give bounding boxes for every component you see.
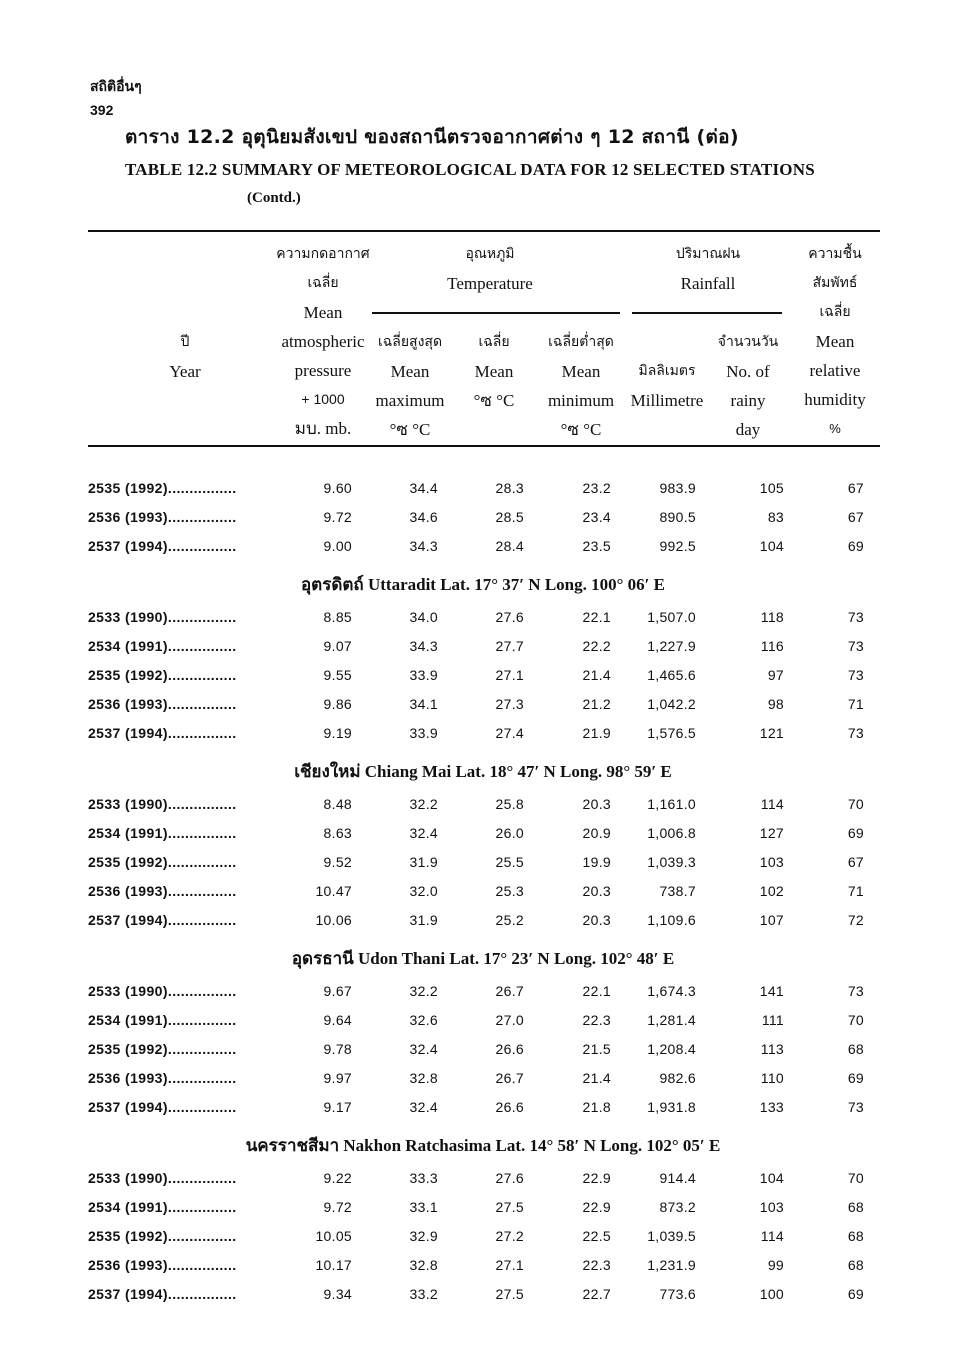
- cell-mean: 26.0: [495, 825, 524, 841]
- cell-mean-max: 32.2: [409, 983, 438, 999]
- table-row: [0, 1006, 966, 1035]
- cell-rainfall: 1,109.6: [647, 912, 696, 928]
- cell-rainy-days: 114: [760, 1228, 784, 1244]
- cell-mean-min: 21.4: [582, 667, 611, 683]
- cell-humidity: 67: [847, 854, 864, 870]
- cell-rainy-days: 98: [767, 696, 784, 712]
- cell-mean: 26.6: [495, 1099, 524, 1115]
- cell-pressure: 9.72: [323, 1199, 352, 1215]
- cell-rainfall: 1,281.4: [647, 1012, 696, 1028]
- table-row: [0, 1251, 966, 1280]
- cell-pressure: 9.86: [323, 696, 352, 712]
- cell-rainy-days: 99: [767, 1257, 784, 1273]
- cell-pressure: 8.85: [323, 609, 352, 625]
- table-row: [0, 719, 966, 748]
- cell-mean-max: 33.2: [409, 1286, 438, 1302]
- cell-mean-max: 34.0: [409, 609, 438, 625]
- cell-humidity: 69: [847, 825, 864, 841]
- cell-mean-min: 22.3: [582, 1257, 611, 1273]
- cell-mean-min: 23.2: [582, 480, 611, 496]
- cell-mean-min: 22.3: [582, 1012, 611, 1028]
- cell-pressure: 9.55: [323, 667, 352, 683]
- cell-rainy-days: 103: [759, 1199, 784, 1215]
- cell-pressure: 8.63: [323, 825, 352, 841]
- cell-rainfall: 1,465.6: [647, 667, 696, 683]
- cell-mean: 26.7: [495, 1070, 524, 1086]
- cell-rainfall: 1,006.8: [647, 825, 696, 841]
- cell-humidity: 69: [847, 1070, 864, 1086]
- cell-pressure: 9.72: [323, 509, 352, 525]
- cell-mean: 25.2: [495, 912, 524, 928]
- page-header: [90, 74, 142, 122]
- cell-mean: 27.4: [495, 725, 524, 741]
- cell-rainfall: 890.5: [659, 509, 696, 525]
- cell-year: 2535 (1992)................: [88, 854, 237, 870]
- cell-mean-max: 32.0: [409, 883, 438, 899]
- cell-rainy-days: 97: [767, 667, 784, 683]
- cell-rainy-days: 105: [759, 480, 784, 496]
- cell-mean-max: 32.2: [409, 796, 438, 812]
- cell-mean-min: 21.8: [582, 1099, 611, 1115]
- cell-pressure: 9.17: [323, 1099, 352, 1115]
- cell-pressure: 10.06: [315, 912, 352, 928]
- cell-humidity: 68: [847, 1257, 864, 1273]
- section-label: สถิติอื่นๆ: [90, 78, 142, 94]
- cell-humidity: 67: [847, 480, 864, 496]
- cell-mean-max: 32.8: [409, 1070, 438, 1086]
- cell-mean: 27.0: [495, 1012, 524, 1028]
- cell-humidity: 71: [847, 883, 864, 899]
- cell-year: 2535 (1992)................: [88, 667, 237, 683]
- cell-year: 2537 (1994)................: [88, 1286, 237, 1302]
- cell-mean: 27.1: [495, 1257, 524, 1273]
- cell-humidity: 70: [847, 1170, 864, 1186]
- cell-mean-max: 34.6: [409, 509, 438, 525]
- cell-rainy-days: 104: [759, 538, 784, 554]
- cell-mean-min: 22.2: [582, 638, 611, 654]
- cell-rainfall: 992.5: [659, 538, 696, 554]
- cell-mean-max: 34.3: [409, 538, 438, 554]
- cell-rainy-days: 107: [759, 912, 784, 928]
- cell-mean-max: 32.4: [409, 1099, 438, 1115]
- cell-rainfall: 914.4: [659, 1170, 696, 1186]
- cell-pressure: 9.78: [323, 1041, 352, 1057]
- cell-pressure: 9.07: [323, 638, 352, 654]
- cell-pressure: 9.34: [323, 1286, 352, 1302]
- cell-humidity: 73: [847, 725, 864, 741]
- cell-year: 2536 (1993)................: [88, 1070, 237, 1086]
- table-row: [0, 503, 966, 532]
- cell-year: 2537 (1994)................: [88, 912, 237, 928]
- cell-rainy-days: 141: [759, 983, 784, 999]
- cell-rainfall: 1,576.5: [647, 725, 696, 741]
- cell-year: 2537 (1994)................: [88, 725, 237, 741]
- cell-humidity: 72: [847, 912, 864, 928]
- table-row: [0, 1035, 966, 1064]
- page-number: 392: [90, 102, 114, 118]
- cell-mean-max: 34.4: [409, 480, 438, 496]
- cell-mean-min: 22.5: [582, 1228, 611, 1244]
- cell-humidity: 69: [847, 1286, 864, 1302]
- cell-rainfall: 738.7: [659, 883, 696, 899]
- cell-rainy-days: 104: [759, 1170, 784, 1186]
- table-row: [0, 1164, 966, 1193]
- station-heading: อุดรธานี Udon Thani Lat. 17° 23′ N Long. 102° 48′ E: [291, 949, 675, 968]
- cell-mean: 27.1: [495, 667, 524, 683]
- cell-humidity: 73: [847, 609, 864, 625]
- cell-mean-max: 34.1: [409, 696, 438, 712]
- header-year: ปี Year: [169, 334, 201, 381]
- cell-mean-max: 33.1: [409, 1199, 438, 1215]
- cell-pressure: 9.67: [323, 983, 352, 999]
- cell-pressure: 9.97: [323, 1070, 352, 1086]
- cell-rainy-days: 133: [759, 1099, 784, 1115]
- cell-mean-min: 23.4: [582, 509, 611, 525]
- cell-mean: 27.6: [495, 609, 524, 625]
- cell-mean-max: 33.3: [409, 1170, 438, 1186]
- header-pressure: ความกดอากาศ เฉลี่ย Mean atmospheric pressure + 1000 มบ. mb.: [276, 246, 370, 438]
- cell-year: 2536 (1993)................: [88, 509, 237, 525]
- table-top-rule: [88, 230, 880, 232]
- cell-year: 2535 (1992)................: [88, 480, 237, 496]
- cell-mean-max: 31.9: [409, 912, 438, 928]
- rainfall-rule: [632, 312, 782, 314]
- cell-mean-min: 21.2: [582, 696, 611, 712]
- cell-rainfall: 873.2: [659, 1199, 696, 1215]
- table-row: [0, 819, 966, 848]
- cell-pressure: 9.60: [323, 480, 352, 496]
- cell-year: 2533 (1990)................: [88, 1170, 237, 1186]
- table-row: [0, 1193, 966, 1222]
- cell-mean-min: 19.9: [582, 854, 611, 870]
- table-row: [0, 661, 966, 690]
- cell-mean-max: 32.6: [409, 1012, 438, 1028]
- header-mean-maximum: เฉลี่ยสูงสุด Mean maximum °ซ °C: [375, 334, 445, 439]
- cell-mean: 28.5: [495, 509, 524, 525]
- cell-mean: 25.3: [495, 883, 524, 899]
- cell-rainfall: 1,931.8: [647, 1099, 696, 1115]
- cell-year: 2536 (1993)................: [88, 1257, 237, 1273]
- cell-humidity: 68: [847, 1041, 864, 1057]
- cell-mean-min: 20.3: [582, 883, 611, 899]
- cell-rainfall: 1,039.3: [647, 854, 696, 870]
- cell-rainy-days: 83: [767, 509, 784, 525]
- cell-humidity: 70: [847, 1012, 864, 1028]
- cell-year: 2534 (1991)................: [88, 1199, 237, 1215]
- table-row: [0, 1222, 966, 1251]
- cell-mean-max: 34.3: [409, 638, 438, 654]
- header-humidity: ความชื้น สัมพัทธ์ เฉลี่ย Mean relative humidity %: [804, 246, 866, 436]
- cell-mean: 26.6: [495, 1041, 524, 1057]
- table-row: [0, 1064, 966, 1093]
- cell-mean-max: 31.9: [409, 854, 438, 870]
- temperature-rule: [372, 312, 620, 314]
- cell-rainy-days: 100: [759, 1286, 784, 1302]
- cell-year: 2534 (1991)................: [88, 825, 237, 841]
- cell-rainy-days: 102: [759, 883, 784, 899]
- cell-pressure: 10.47: [315, 883, 352, 899]
- cell-mean: 28.4: [495, 538, 524, 554]
- table-row: [0, 906, 966, 935]
- cell-rainy-days: 113: [760, 1041, 784, 1057]
- cell-year: 2536 (1993)................: [88, 883, 237, 899]
- cell-humidity: 73: [847, 1099, 864, 1115]
- table-row: [0, 632, 966, 661]
- cell-humidity: 68: [847, 1199, 864, 1215]
- cell-rainfall: 983.9: [659, 480, 696, 496]
- cell-rainfall: 1,231.9: [647, 1257, 696, 1273]
- cell-humidity: 71: [847, 696, 864, 712]
- table-row: [0, 532, 966, 561]
- table-title-contd: (Contd.): [247, 190, 301, 206]
- cell-mean-min: 23.5: [582, 538, 611, 554]
- cell-pressure: 9.52: [323, 854, 352, 870]
- station-heading: เชียงใหม่ Chiang Mai Lat. 18° 47′ N Long. 98° 59′ E: [294, 762, 672, 781]
- cell-mean-max: 32.4: [409, 825, 438, 841]
- table-row: [0, 877, 966, 906]
- cell-humidity: 73: [847, 983, 864, 999]
- cell-mean: 27.5: [495, 1286, 524, 1302]
- cell-year: 2533 (1990)................: [88, 609, 237, 625]
- cell-mean-max: 32.9: [409, 1228, 438, 1244]
- cell-rainfall: 1,507.0: [647, 609, 696, 625]
- station-heading: นครราชสีมา Nakhon Ratchasima Lat. 14° 58′ N Long. 102° 05′ E: [245, 1136, 721, 1155]
- cell-mean-min: 20.3: [582, 796, 611, 812]
- cell-mean-min: 20.9: [582, 825, 611, 841]
- cell-mean-max: 32.4: [409, 1041, 438, 1057]
- cell-year: 2534 (1991)................: [88, 1012, 237, 1028]
- cell-rainy-days: 103: [759, 854, 784, 870]
- cell-year: 2537 (1994)................: [88, 538, 237, 554]
- cell-rainfall: 1,674.3: [647, 983, 696, 999]
- cell-mean: 27.6: [495, 1170, 524, 1186]
- cell-pressure: 9.64: [323, 1012, 352, 1028]
- cell-mean-min: 21.9: [582, 725, 611, 741]
- cell-mean-min: 22.7: [582, 1286, 611, 1302]
- cell-mean: 25.8: [495, 796, 524, 812]
- cell-rainfall: 1,042.2: [647, 696, 696, 712]
- cell-mean-max: 32.8: [409, 1257, 438, 1273]
- cell-mean: 27.7: [495, 638, 524, 654]
- cell-pressure: 9.22: [323, 1170, 352, 1186]
- cell-rainy-days: 127: [759, 825, 784, 841]
- cell-humidity: 67: [847, 509, 864, 525]
- cell-year: 2534 (1991)................: [88, 638, 237, 654]
- cell-mean-min: 22.9: [582, 1199, 611, 1215]
- cell-rainy-days: 110: [760, 1070, 784, 1086]
- table-row: [0, 977, 966, 1006]
- cell-rainfall: 982.6: [659, 1070, 696, 1086]
- cell-mean-min: 22.1: [582, 983, 611, 999]
- cell-pressure: 9.19: [323, 725, 352, 741]
- table-row: [0, 690, 966, 719]
- header-rainy-days: จำนวนวัน No. of rainy day: [717, 334, 779, 439]
- header-rainfall: ปริมาณฝน Rainfall: [675, 246, 741, 293]
- cell-year: 2535 (1992)................: [88, 1041, 237, 1057]
- cell-mean-min: 21.5: [582, 1041, 611, 1057]
- cell-year: 2533 (1990)................: [88, 983, 237, 999]
- cell-mean: 27.3: [495, 696, 524, 712]
- cell-rainy-days: 118: [760, 609, 784, 625]
- table-row: [0, 474, 966, 503]
- cell-mean: 26.7: [495, 983, 524, 999]
- cell-humidity: 73: [847, 638, 864, 654]
- cell-mean-max: 33.9: [409, 725, 438, 741]
- cell-humidity: 69: [847, 538, 864, 554]
- cell-mean-min: 21.4: [582, 1070, 611, 1086]
- cell-mean: 27.5: [495, 1199, 524, 1215]
- cell-mean-min: 22.1: [582, 609, 611, 625]
- cell-mean-max: 33.9: [409, 667, 438, 683]
- header-mean: เฉลี่ย Mean °ซ °C: [473, 334, 515, 410]
- table-title-english: TABLE 12.2 SUMMARY OF METEOROLOGICAL DATA FOR 12 SELECTED STATIONS: [125, 160, 815, 179]
- cell-rainfall: 1,208.4: [647, 1041, 696, 1057]
- table-title-thai: ตาราง 12.2 อุตุนิยมสังเขป ของสถานีตรวจอากาศต่าง ๆ 12 สถานี (ต่อ): [125, 126, 739, 148]
- cell-humidity: 73: [847, 667, 864, 683]
- cell-humidity: 70: [847, 796, 864, 812]
- cell-mean-min: 22.9: [582, 1170, 611, 1186]
- table-row: [0, 603, 966, 632]
- cell-mean: 27.2: [495, 1228, 524, 1244]
- cell-rainfall: 773.6: [659, 1286, 696, 1302]
- table-row: [0, 1280, 966, 1309]
- cell-pressure: 10.17: [315, 1257, 352, 1273]
- cell-rainy-days: 114: [760, 796, 784, 812]
- cell-rainfall: 1,039.5: [647, 1228, 696, 1244]
- cell-rainy-days: 111: [761, 1012, 784, 1028]
- cell-mean: 28.3: [495, 480, 524, 496]
- cell-rainfall: 1,161.0: [647, 796, 696, 812]
- cell-rainfall: 1,227.9: [647, 638, 696, 654]
- header-mean-minimum: เฉลี่ยต่ำสุด Mean minimum °ซ °C: [547, 334, 615, 439]
- cell-year: 2533 (1990)................: [88, 796, 237, 812]
- table-row: [0, 790, 966, 819]
- cell-pressure: 8.48: [323, 796, 352, 812]
- cell-rainy-days: 121: [759, 725, 784, 741]
- cell-year: 2535 (1992)................: [88, 1228, 237, 1244]
- cell-pressure: 10.05: [315, 1228, 352, 1244]
- cell-year: 2536 (1993)................: [88, 696, 237, 712]
- cell-humidity: 68: [847, 1228, 864, 1244]
- cell-rainy-days: 116: [760, 638, 784, 654]
- table-row: [0, 1093, 966, 1122]
- cell-mean-min: 20.3: [582, 912, 611, 928]
- cell-pressure: 9.00: [323, 538, 352, 554]
- cell-mean: 25.5: [495, 854, 524, 870]
- table-row: [0, 848, 966, 877]
- station-heading: อุตรดิตถ์ Uttaradit Lat. 17° 37′ N Long. 100° 06′ E: [300, 575, 666, 594]
- header-temperature: อุณหภูมิ Temperature: [447, 246, 533, 293]
- table-header-bottom-rule: [88, 445, 880, 447]
- header-millimetre: มิลลิเมตร Millimetre: [630, 363, 704, 410]
- cell-year: 2537 (1994)................: [88, 1099, 237, 1115]
